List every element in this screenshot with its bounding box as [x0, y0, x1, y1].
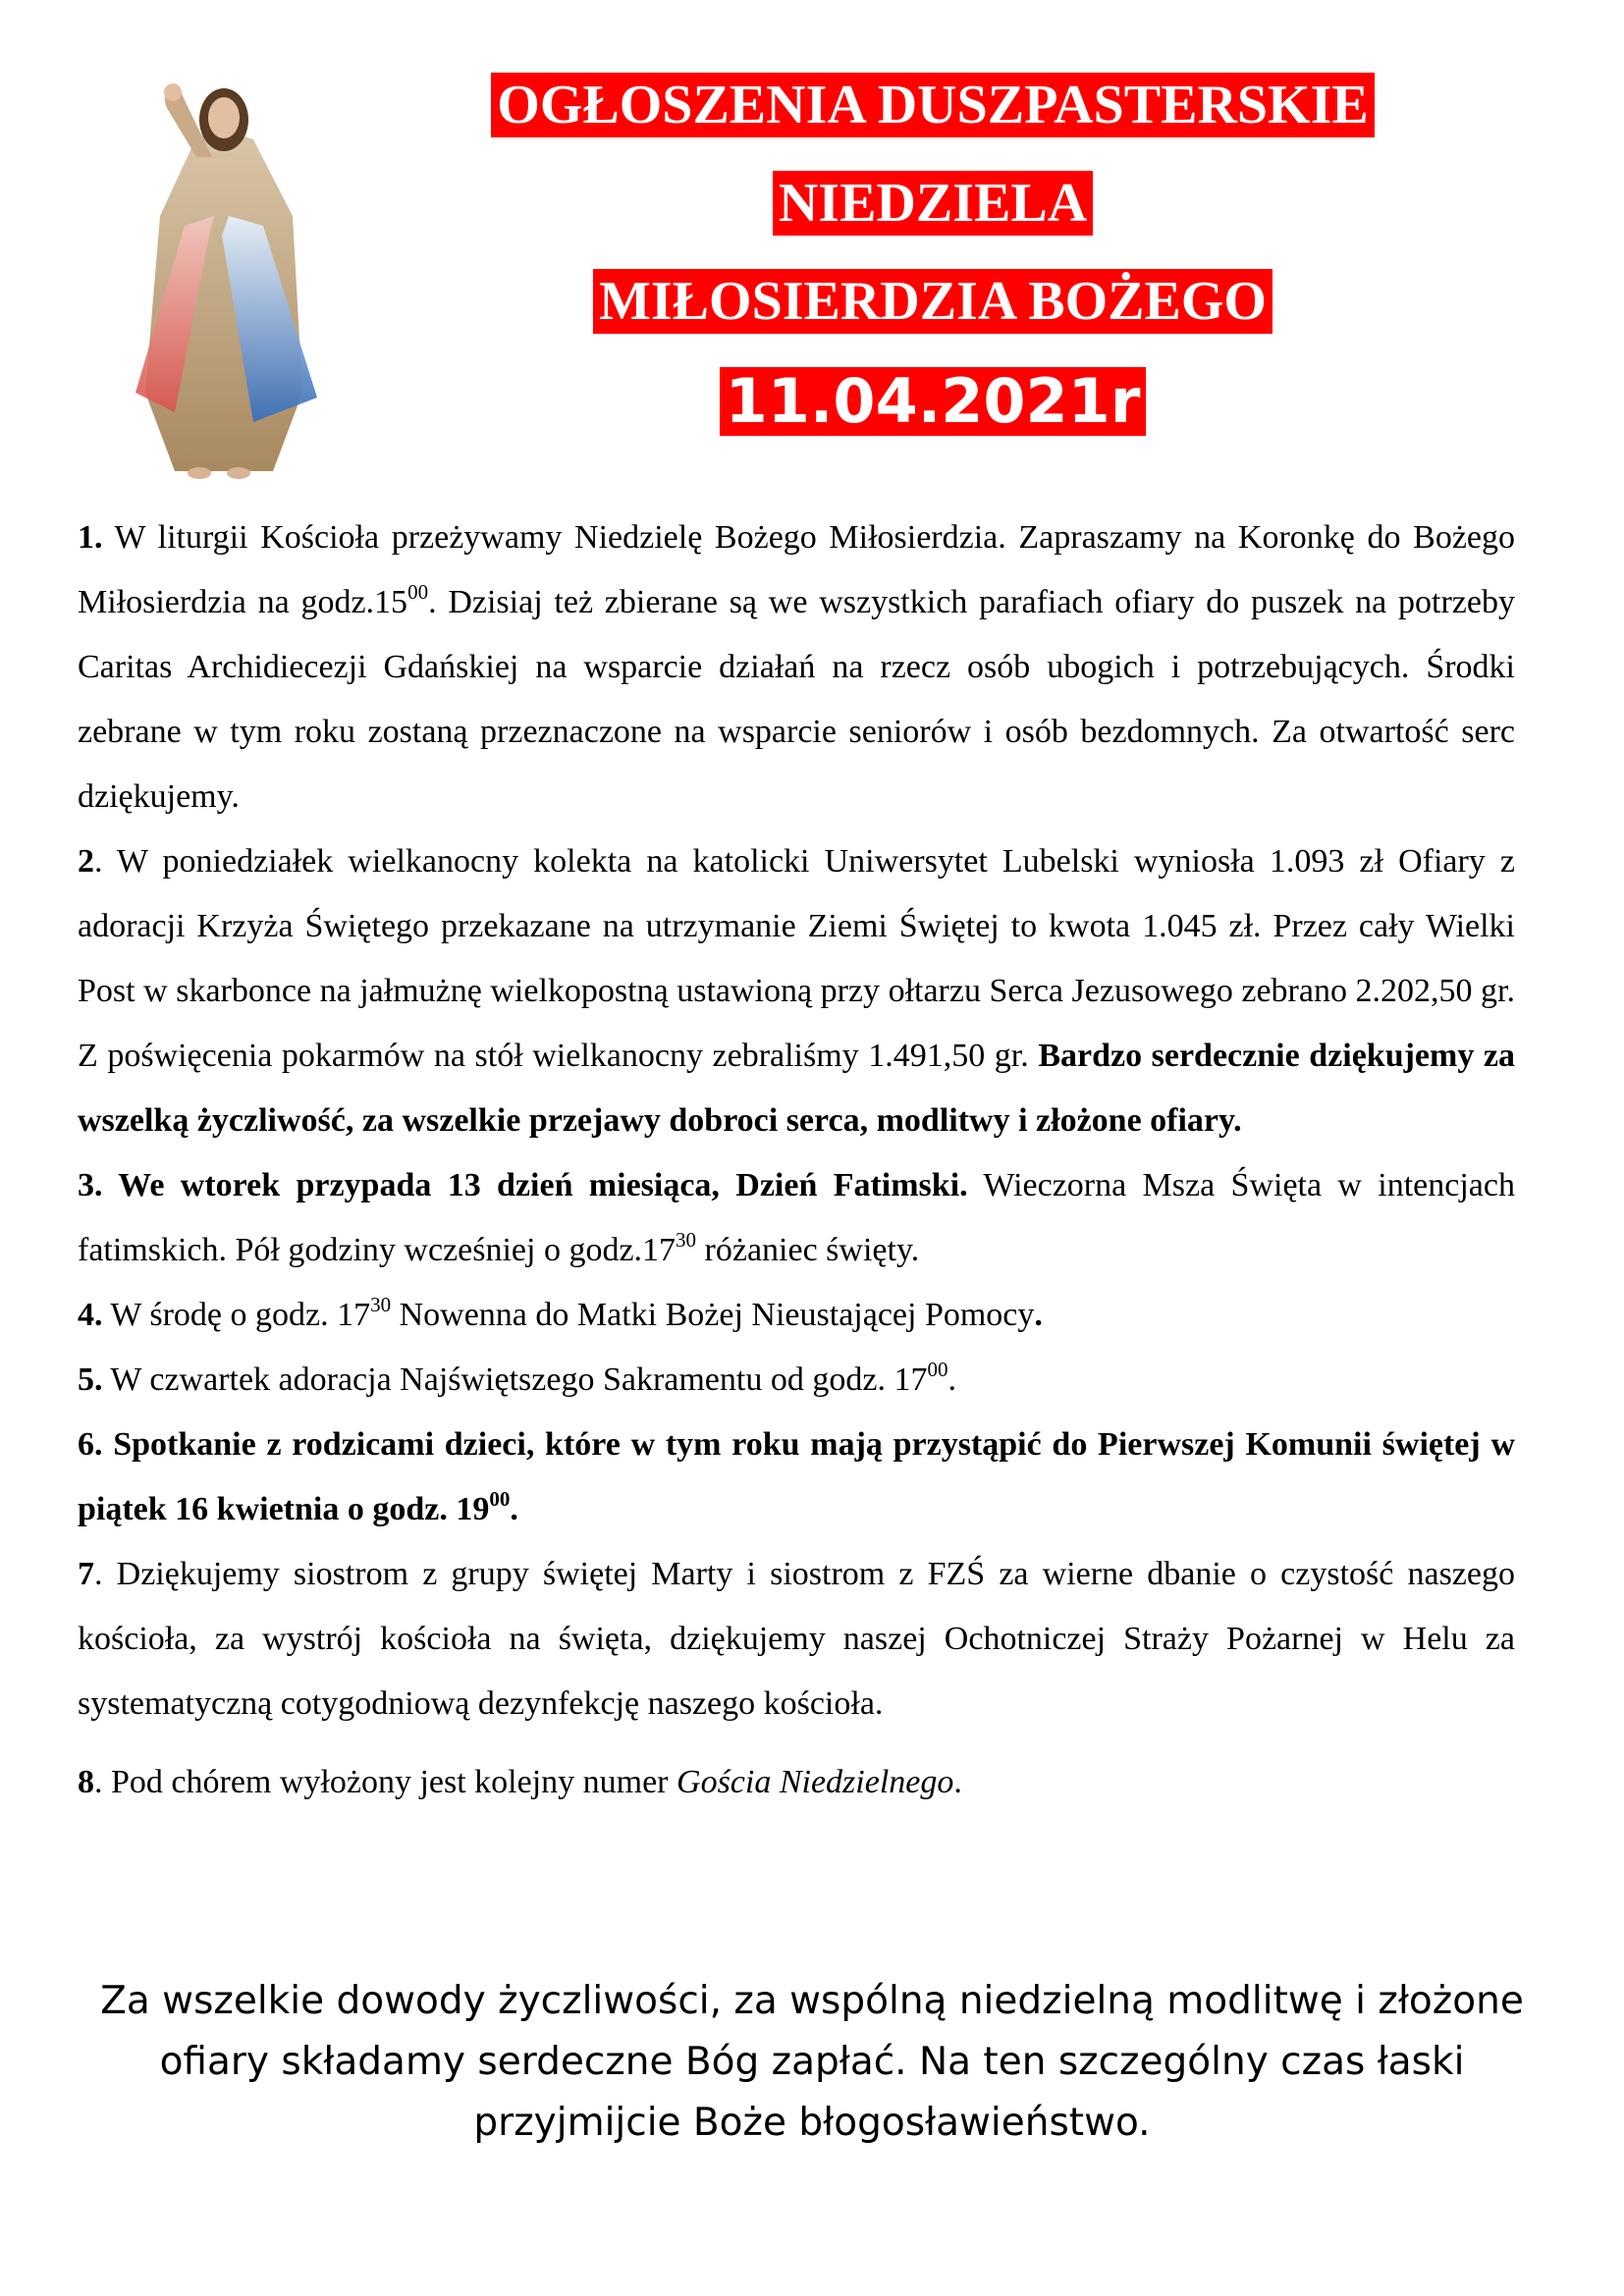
item-text: W czwartek adoracja Najświętszego Sakramentu od godz. 17 — [102, 1362, 928, 1398]
time-superscript: 00 — [489, 1487, 511, 1511]
announcement-5 — [78, 1348, 1515, 1413]
item-bold-text: 6. Spotkanie z rodzicami dzieci, które w tym roku mają przystąpić do Pierwszej Komunii świętej w piątek 16 kwietnia o godz. 19 — [78, 1426, 1515, 1527]
item-text: . Dziękujemy siostrom z grupy świętej Marty i siostrom z FZŚ za wierne dbanie o czystość naszego kościoła, za wystrój kościoła na święta, dziękujemy naszej Ochotniczej Straży Pożarnej w Helu za systematyczną cotygodniową dezynfekcję naszego kościoła. — [78, 1556, 1515, 1722]
item-number: 2 — [78, 843, 94, 880]
item-text: różaniec święty. — [696, 1232, 920, 1268]
item-bold-text: 3. We wtorek przypada 13 dzień miesiąca, Dzień Fatimski. — [78, 1167, 968, 1203]
item-bold-text: . — [510, 1491, 518, 1527]
title-line-3: MIŁOSIERDZIA BOŻEGO — [593, 269, 1272, 334]
item-text: Nowenna do Matki Bożej Nieustającej Pomocy — [391, 1297, 1035, 1333]
item-number: 7 — [78, 1556, 94, 1592]
time-superscript: 30 — [370, 1293, 392, 1316]
item-text: . W poniedziałek wielkanocny kolekta na katolicki Uniwersytet Lubelski wyniosła 1.093 zł Ofiary z adoracji Krzyża Świętego przekazane na utrzymanie Ziemi Świętej to kwota 1.045 zł. Przez cały Wielki Post w skarbonce na jałmużnę wielkopostną ustawioną przy ołtarzu Serca Jezusowego zebrano 2.202,50 gr. Z poświęcenia pokarmów na stół wielkanocny zebraliśmy 1.491,50 gr. — [78, 843, 1515, 1074]
divine-mercy-image — [106, 69, 342, 481]
item-text: . — [953, 1764, 962, 1800]
item-number: 4. — [78, 1297, 103, 1333]
title-line-2: NIEDZIELA — [773, 171, 1093, 236]
title-line-1: OGŁOSZENIA DUSZPASTERSKIE — [491, 73, 1374, 137]
title-block — [422, 73, 1443, 469]
time-superscript: 00 — [927, 1358, 948, 1381]
item-text: Wieczorna Msza Święta w intencjach fatimskich. Pół godziny wcześniej o godz.17 — [78, 1167, 1515, 1268]
item-text: . Dzisiaj też zbierane są we wszystkich parafiach ofiary do puszek na potrzeby Caritas Archidiecezji Gdańskiej na wsparcie działań na rzecz osób ubogich i potrzebujących. Środki zebrane w tym roku zostaną przeznaczone na wsparcie seniorów i osób bezdomnych. Za otwartość serc dziękujemy. — [78, 584, 1515, 815]
announcement-4 — [78, 1283, 1515, 1348]
time-superscript: 30 — [676, 1228, 697, 1252]
announcement-3 — [78, 1153, 1515, 1283]
announcement-8 — [78, 1750, 1515, 1815]
item-bold-text: Bardzo serdecznie dziękujemy za wszelką życzliwość, za wszelkie przejawy dobroci serca, modlitwy i złożone ofiary. — [78, 1038, 1515, 1139]
closing-blessing: Za wszelkie dowody życzliwości, za wspólną niedzielną modlitwę i złożone ofiary składamy serdeczne Bóg zapłać. Na ten szczególny czas łaski przyjmijcie Boże błogosławieństwo. — [100, 1979, 1524, 2145]
item-text: . Pod chórem wyłożony jest kolejny numer — [94, 1764, 677, 1800]
announcement-6 — [78, 1413, 1515, 1542]
item-bold-text: . — [1034, 1297, 1043, 1333]
announcement-2 — [78, 829, 1515, 1153]
item-number: 1. — [78, 519, 103, 556]
item-text: . — [947, 1362, 956, 1398]
time-superscript: 00 — [407, 580, 429, 604]
date-line: 11.04.2021r — [720, 367, 1147, 436]
announcement-7 — [78, 1542, 1515, 1736]
item-number: 5. — [78, 1362, 103, 1398]
item-text: W liturgii Kościoła przeżywamy Niedzielę Bożego Miłosierdzia. Zapraszamy na Koronkę do Bożego Miłosierdzia na godz.15 — [78, 519, 1515, 620]
item-number: 8 — [78, 1764, 94, 1800]
announcement-1 — [78, 506, 1515, 829]
item-italic-text: Gościa Niedzielnego — [677, 1764, 954, 1800]
item-text: W środę o godz. 17 — [102, 1297, 371, 1333]
announcements-list — [78, 506, 1515, 1815]
